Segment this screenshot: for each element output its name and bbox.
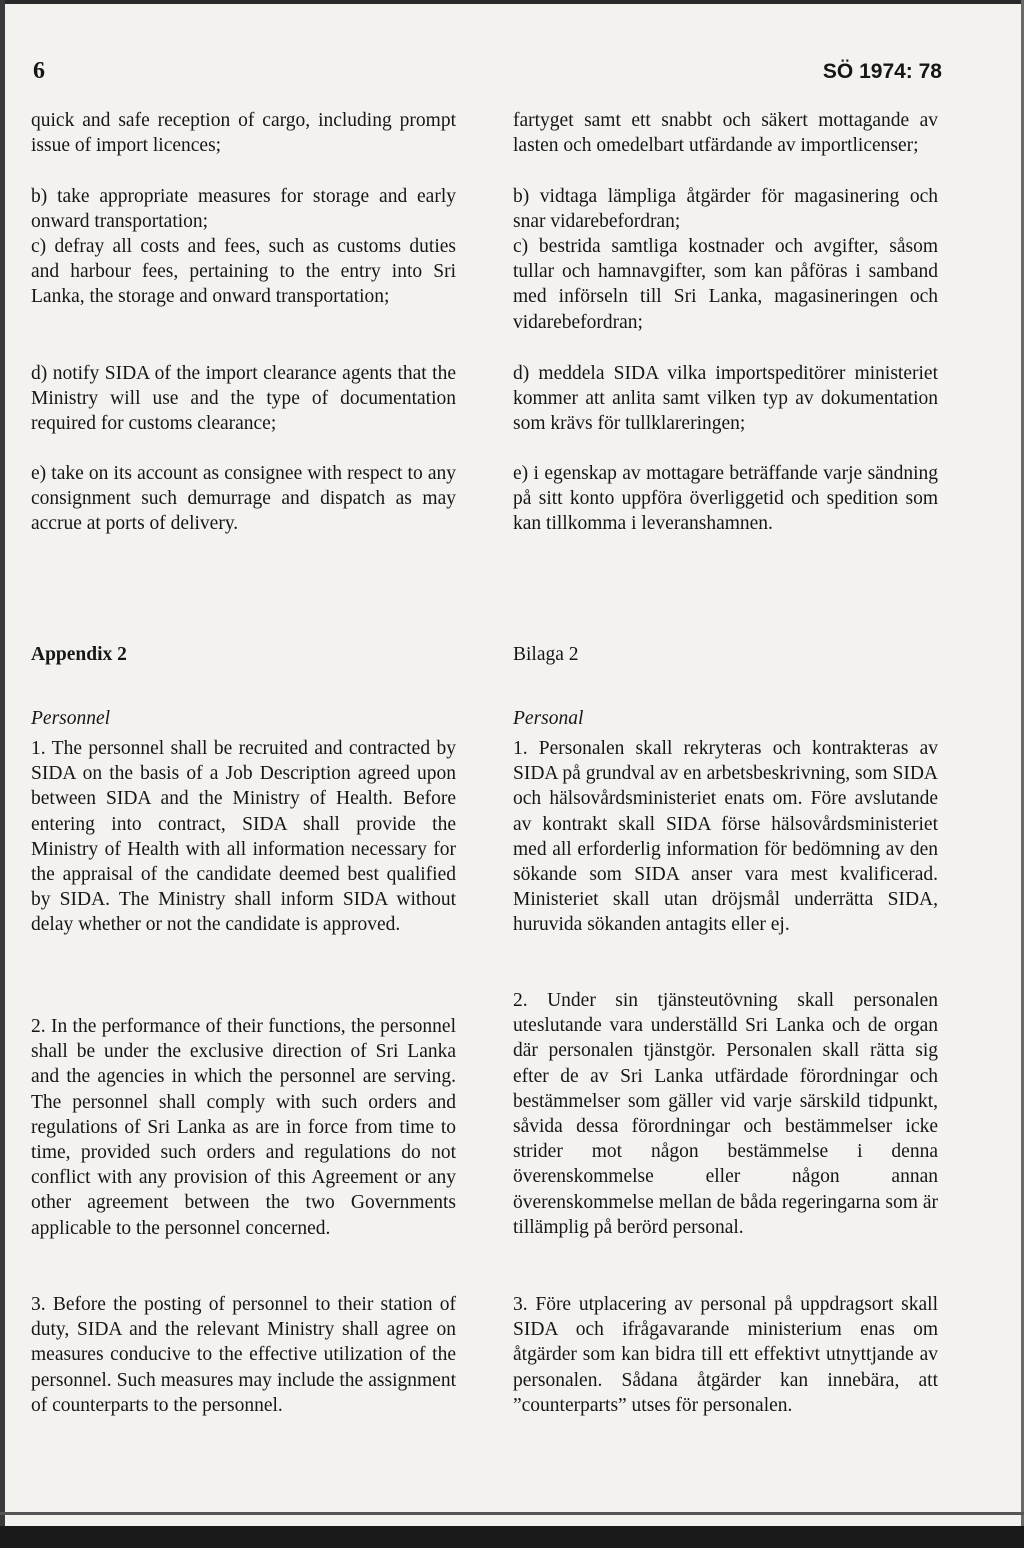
- page-bottom-rule: [0, 1512, 1024, 1515]
- english-paragraph-2: 2. In the performance of their functions, the personnel shall be under the exclusive direction of Sri Lanka and the agencies in which the personnel are serving. The personnel shall comply with such orders and regulations of Sri Lanka as are in force from time to time, provided such orders and regulations do not conflict with any provision of this Agreement or any other agreement between the two Governments applicable to the personnel concerned.: [31, 1016, 456, 1239]
- page-left-edge: [0, 0, 5, 1548]
- english-item-e: e) take on its account as consignee with respect to any consignment such demurrage and dispatch as may accrue at ports of delivery.: [31, 463, 456, 535]
- swedish-item-c: c) bestrida samtliga kostnader och avgifter, såsom tullar och hamnavgifter, som kan påföras i samband med införseln till Sri Lanka, magasineringen och vidarebefordran;: [513, 236, 938, 333]
- english-paragraph-1: 1. The personnel shall be recruited and contracted by SIDA on the basis of a Job Description agreed upon between SIDA and the Ministry of Health. Before entering into contract, SIDA shall provide the Ministry of Health with all information necessary for the appraisal of the candidate deemed best qualified by SIDA. The Ministry shall inform SIDA without delay whether or not the candidate is approved.: [31, 738, 456, 936]
- english-item-d: d) notify SIDA of the import clearance agents that the Ministry will use and the type of documentation required for customs clearance;: [31, 363, 456, 435]
- page-number: 6: [33, 58, 45, 84]
- swedish-item-b: b) vidtaga lämpliga åtgärder för magasinering och snar vidarebefordran;: [513, 186, 938, 233]
- page-bottom-edge: [0, 1526, 1024, 1548]
- page-top-edge: [0, 0, 1024, 4]
- english-intro: quick and safe reception of cargo, including prompt issue of import licences;: [31, 110, 456, 157]
- swedish-item-e: e) i egenskap av mottagare beträffande varje sändning på sitt konto uppföra överliggetid och spedition som kan tillkomma i leveranshamnen.: [513, 463, 938, 535]
- swedish-section-title: Personal: [513, 708, 584, 729]
- document-reference: SÖ 1974: 78: [822, 60, 942, 83]
- swedish-appendix-title: Bilaga 2: [513, 644, 579, 665]
- swedish-item-d: d) meddela SIDA vilka importspeditörer ministeriet kommer att anlita samt vilken typ av dokumentation som krävs för tullklareringen;: [513, 363, 938, 435]
- swedish-paragraph-3: 3. Före utplacering av personal på uppdragsort skall SIDA och ifrågavarande ministerium enas om åtgärder som kan bidra till ett effektivt utnyttjande av personalen. Sådana åtgärder kan innebära, att ”counterparts” utses för personalen.: [513, 1294, 938, 1416]
- swedish-paragraph-1: 1. Personalen skall rekryteras och kontrakteras av SIDA på grundval av en arbetsbeskrivning, som SIDA och hälsovårdsministeriet enats om. Före avslutande av kontrakt skall SIDA förse hälsovårdsministeriet med all erforderlig information för bedömning av den sökande som SIDA anser vara mest kvalificerad. Ministeriet skall utan dröjsmål underrätta SIDA, huruvida sökanden antagits eller ej.: [513, 738, 938, 936]
- english-section-title: Personnel: [31, 708, 111, 729]
- swedish-intro: fartyget samt ett snabbt och säkert mottagande av lasten och omedelbart utfärdande av importlicenser;: [513, 110, 938, 157]
- english-appendix-title: Appendix 2: [31, 644, 127, 665]
- english-item-b: b) take appropriate measures for storage and early onward transportation;: [31, 186, 456, 233]
- english-paragraph-3: 3. Before the posting of personnel to their station of duty, SIDA and the relevant Ministry shall agree on measures conducive to the effective utilization of the personnel. Such measures may include the assignment of counterparts to the personnel.: [31, 1294, 456, 1416]
- swedish-paragraph-2: 2. Under sin tjänsteutövning skall personalen uteslutande vara underställd Sri Lanka och de organ där personalen tjänstgör. Personalen skall rätta sig efter de av Sri Lanka utfärdade förordningar och bestämmelser som gäller vid varje särskild tidpunkt, såvida dessa förordningar och bestämmelser icke strider mot någon bestämmelse i denna överenskommelse eller någon annan överenskommelse mellan de båda regeringarna som är tillämplig på berörd personal.: [513, 990, 938, 1238]
- english-item-c: c) defray all costs and fees, such as customs duties and harbour fees, pertaining to the entry into Sri Lanka, the storage and onward transportation;: [31, 236, 456, 308]
